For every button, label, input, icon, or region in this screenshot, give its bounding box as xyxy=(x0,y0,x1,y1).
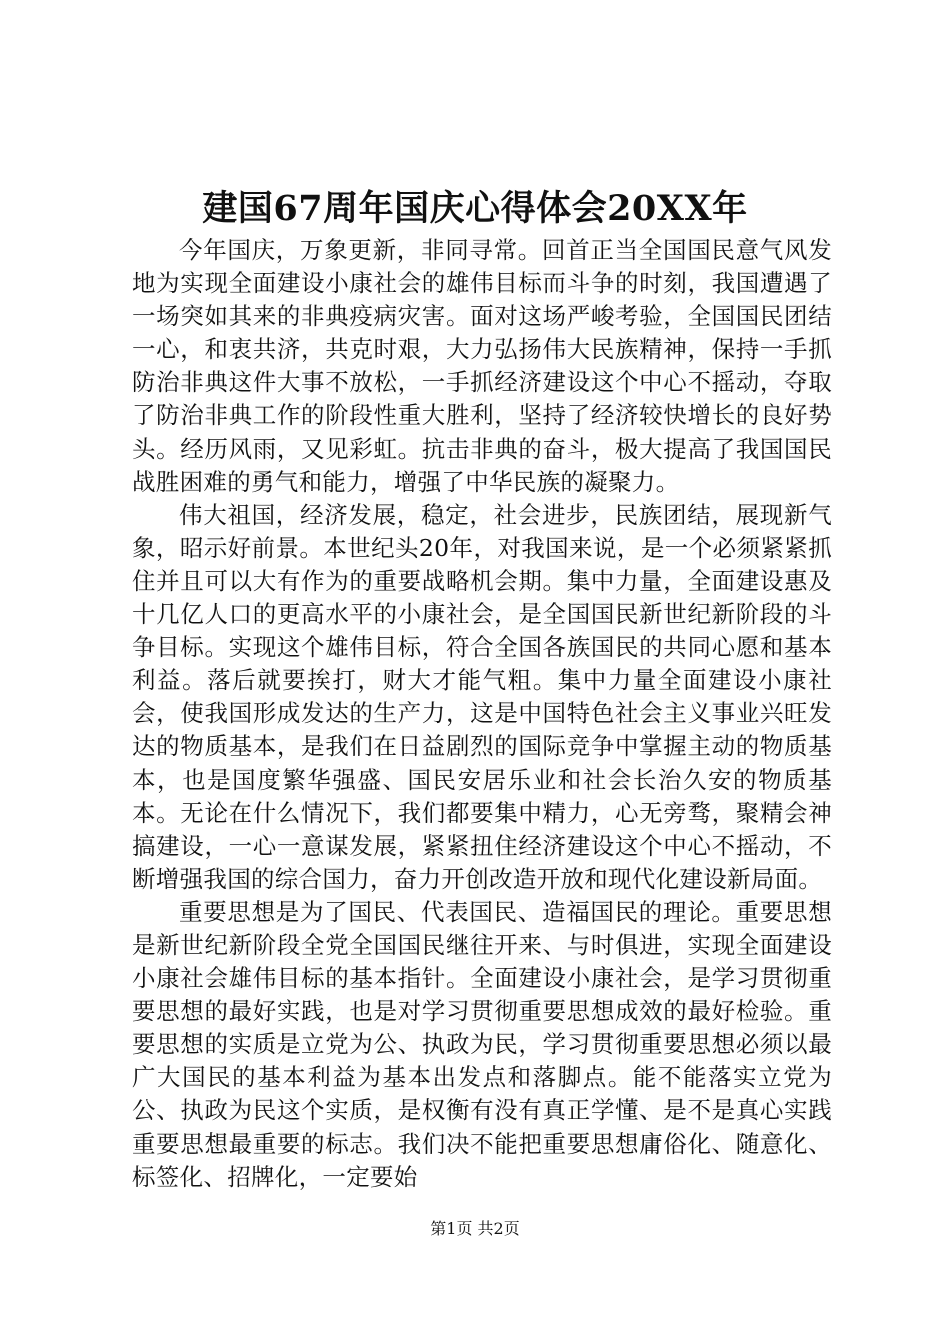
paragraph-2: 伟大祖国，经济发展，稳定，社会进步，民族团结，展现新气象，昭示好前景。本世纪头20年，对我国来说，是一个必须紧紧抓住并且可以大有作为的重要战略机会期。集中力量，全面建设惠及十几亿人口的更高水平的小康社会，是全国国民新世纪新阶段的斗争目标。实现这个雄伟目标，符合全国各族国民的共同心愿和基本利益。落后就要挨打，财大才能气粗。集中力量全面建设小康社会，使我国形成发达的生产力，这是中国特色社会主义事业兴旺发达的物质基本，是我们在日益剧烈的国际竞争中掌握主动的物质基本，也是国度繁华强盛、国民安居乐业和社会长治久安的物质基本。无论在什么情况下，我们都要集中精力，心无旁骛，聚精会神搞建设，一心一意谋发展，紧紧扭住经济建设这个中心不摇动，不断增强我国的综合国力，奋力开创改造开放和现代化建设新局面。 xyxy=(132,500,832,893)
paragraph-3: 重要思想是为了国民、代表国民、造福国民的理论。重要思想是新世纪新阶段全党全国国民继往开来、与时俱进，实现全面建设小康社会雄伟目标的基本指针。全面建设小康社会，是学习贯彻重要思想的最好实践，也是对学习贯彻重要思想成效的最好检验。重要思想的实质是立党为公、执政为民，学习贯彻重要思想必须以最广大国民的基本利益为基本出发点和落脚点。能不能落实立党为公、执政为民这个实质，是权衡有没有真正学懂、是不是真心实践重要思想最重要的标志。我们决不能把重要思想庸俗化、随意化、标签化、招牌化，一定要始 xyxy=(132,897,832,1191)
paragraph-1: 今年国庆，万象更新，非同寻常。回首正当全国国民意气风发地为实现全面建设小康社会的雄伟目标而斗争的时刻，我国遭遇了一场突如其来的非典疫病灾害。面对这场严峻考验，全国国民团结一心，和衷共济，共克时艰，大力弘扬伟大民族精神，保持一手抓防治非典这件大事不放松，一手抓经济建设这个中心不摇动，夺取了防治非典工作的阶段性重大胜利，坚持了经济较快增长的良好势头。经历风雨，又见彩虹。抗击非典的奋斗，极大提高了我国国民战胜困难的勇气和能力，增强了中华民族的凝聚力。 xyxy=(132,236,832,496)
page-footer: 第1页 共2页 xyxy=(430,1219,520,1238)
document-title: 建国67周年国庆心得体会20XX年 xyxy=(202,188,748,229)
document-body xyxy=(132,234,832,1194)
